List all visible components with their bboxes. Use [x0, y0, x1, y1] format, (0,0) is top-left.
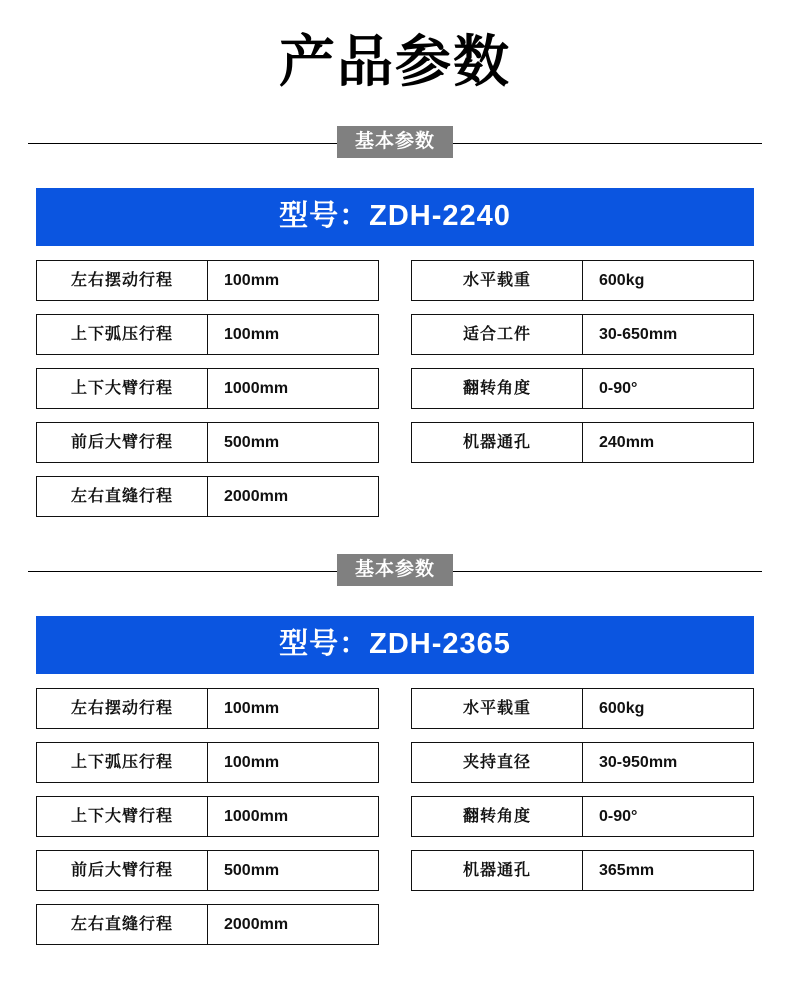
- spec-value: 1000mm: [208, 796, 379, 837]
- table-row: [36, 422, 379, 463]
- table-row: [411, 796, 754, 837]
- spec-grid-1: [36, 260, 754, 530]
- table-row: [36, 688, 379, 729]
- spec-value: 2000mm: [208, 904, 379, 945]
- spec-column-right-2: [411, 688, 754, 958]
- spec-label: 翻转角度: [411, 368, 583, 409]
- spec-label: 左右摆动行程: [36, 260, 208, 301]
- page-title: 产品参数: [279, 30, 511, 93]
- spec-value: 0-90°: [583, 368, 754, 409]
- spec-label: 上下弧压行程: [36, 314, 208, 355]
- model-bar-1: 型号：ZDH-2240: [36, 188, 754, 246]
- spec-value: 100mm: [208, 742, 379, 783]
- spec-label: 前后大臂行程: [36, 422, 208, 463]
- table-row: [36, 368, 379, 409]
- table-row: [36, 850, 379, 891]
- spec-label: 左右直缝行程: [36, 904, 208, 945]
- spec-label: 上下大臂行程: [36, 796, 208, 837]
- table-row: [411, 314, 754, 355]
- table-row: [411, 368, 754, 409]
- spec-value: 100mm: [208, 314, 379, 355]
- spec-value: 1000mm: [208, 368, 379, 409]
- spec-value: 30-950mm: [583, 742, 754, 783]
- table-row: [411, 850, 754, 891]
- spec-label: 上下大臂行程: [36, 368, 208, 409]
- spec-label: 机器通孔: [411, 422, 583, 463]
- table-row: [411, 742, 754, 783]
- spec-value: 30-650mm: [583, 314, 754, 355]
- section-header-1: [28, 120, 762, 166]
- table-row: [36, 742, 379, 783]
- spec-value: 2000mm: [208, 476, 379, 517]
- table-row: [36, 904, 379, 945]
- spec-label: 前后大臂行程: [36, 850, 208, 891]
- model-bar-2: 型号：ZDH-2365: [36, 616, 754, 674]
- spec-label: 机器通孔: [411, 850, 583, 891]
- spec-value: 365mm: [583, 850, 754, 891]
- table-row: [36, 476, 379, 517]
- spec-value: 100mm: [208, 688, 379, 729]
- table-row: [36, 260, 379, 301]
- section-tag-1: 基本参数: [337, 126, 453, 158]
- spec-label: 翻转角度: [411, 796, 583, 837]
- spec-value: 100mm: [208, 260, 379, 301]
- spec-grid-2: [36, 688, 754, 958]
- spec-column-left-2: [36, 688, 379, 958]
- spec-value: 600kg: [583, 688, 754, 729]
- spec-label: 上下弧压行程: [36, 742, 208, 783]
- spec-label: 左右摆动行程: [36, 688, 208, 729]
- spec-value: 500mm: [208, 850, 379, 891]
- spec-label: 夹持直径: [411, 742, 583, 783]
- section-header-2: [28, 548, 762, 594]
- table-row: [36, 314, 379, 355]
- spec-value: 0-90°: [583, 796, 754, 837]
- spec-column-left-1: [36, 260, 379, 530]
- table-row: [411, 422, 754, 463]
- table-row: [36, 796, 379, 837]
- table-row: [411, 260, 754, 301]
- table-row: [411, 688, 754, 729]
- spec-column-right-1: [411, 260, 754, 530]
- spec-value: 240mm: [583, 422, 754, 463]
- spec-label: 水平载重: [411, 260, 583, 301]
- section-tag-2: 基本参数: [337, 554, 453, 586]
- spec-value: 500mm: [208, 422, 379, 463]
- spec-label: 水平载重: [411, 688, 583, 729]
- spec-label: 适合工件: [411, 314, 583, 355]
- spec-label: 左右直缝行程: [36, 476, 208, 517]
- spec-value: 600kg: [583, 260, 754, 301]
